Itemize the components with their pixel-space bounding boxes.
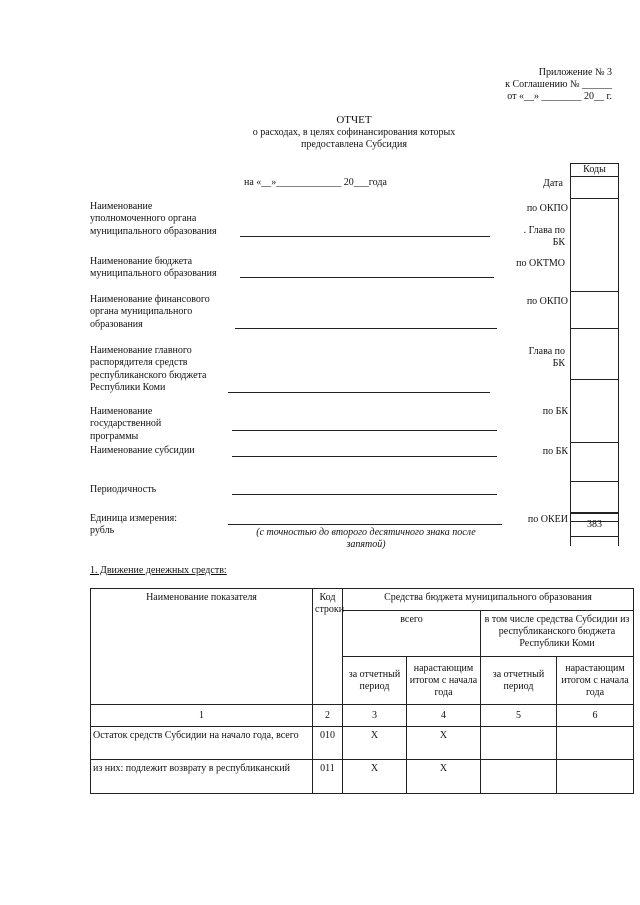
report-subtitle-1: о расходах, в целях софинансирования которых — [252, 127, 456, 138]
okpo-label-2: по ОКПО — [526, 296, 568, 307]
column-number: 2 — [313, 705, 343, 727]
code-cell-bk-program[interactable] — [570, 442, 619, 482]
glava-bk-label-2: Глава по БК — [528, 346, 565, 370]
okei-value: 383 — [570, 513, 619, 537]
header-total: всего — [343, 611, 481, 657]
glava-bk-label-1: . Глава по БК — [523, 225, 565, 249]
header-indicator-name: Наименование показателя — [91, 589, 313, 705]
row-name: Остаток средств Субсидии на начало года, всего — [91, 727, 313, 760]
cell-col-4[interactable]: X — [407, 760, 481, 794]
header-row-code: Код строки — [313, 589, 343, 705]
field-unit-line[interactable] — [228, 524, 502, 525]
header-cumulative-1: нарастающим итогом с начала года — [407, 657, 481, 705]
codes-header: Коды — [570, 163, 619, 177]
field-finance-body-line[interactable] — [235, 328, 497, 329]
report-title: ОТЧЕТ — [336, 114, 372, 126]
field-main-manager-line[interactable] — [228, 392, 490, 393]
oktmo-label: по ОКТМО — [516, 258, 565, 269]
table-row — [91, 760, 634, 794]
header-including-subsidy: в том числе средства Субсидии из республиканского бюджета Республики Коми — [481, 611, 634, 657]
unit-note: (с точностью до второго десятичного знака после запятой) — [256, 527, 476, 551]
date-label: Дата — [543, 178, 563, 189]
column-number: 1 — [91, 705, 313, 727]
report-date-field[interactable]: на «__»_____________ 20___года — [244, 177, 387, 188]
section-1-title: 1. Движение денежных средств: — [90, 565, 227, 576]
code-cell-glava-bk[interactable] — [570, 379, 619, 443]
cell-col-4[interactable]: X — [407, 727, 481, 760]
cell-col-6[interactable] — [557, 727, 634, 760]
field-periodicity-label: Периодичность — [90, 484, 157, 495]
bk-label-program: по БК — [542, 406, 568, 417]
agreement-number: к Соглашению № ______ — [505, 79, 612, 90]
column-numbers-row — [91, 705, 634, 727]
row-name: из них: подлежит возврату в республиканский — [91, 760, 313, 794]
code-cell-oktmo[interactable] — [570, 291, 619, 329]
field-main-manager-label: Наименование главного распорядителя средств республиканского бюджета Республики Коми — [90, 345, 207, 393]
header-municipal-funds: Средства бюджета муниципального образования — [343, 589, 634, 611]
cell-col-5[interactable] — [481, 727, 557, 760]
row-code: 010 — [313, 727, 343, 760]
header-reporting-period-2: за отчетный период — [481, 657, 557, 705]
code-cell-okpo-2[interactable] — [570, 328, 619, 380]
code-cell-date[interactable] — [570, 176, 619, 199]
table-row — [91, 727, 634, 760]
field-authorized-body-label: Наименование уполномоченного органа муниципального образования — [90, 201, 217, 237]
header-cumulative-2: нарастающим итогом с начала года — [557, 657, 634, 705]
column-number: 4 — [407, 705, 481, 727]
field-subsidy-line[interactable] — [232, 456, 497, 457]
cell-col-5[interactable] — [481, 760, 557, 794]
column-number: 3 — [343, 705, 407, 727]
code-cell-okpo-1[interactable] — [570, 198, 619, 292]
field-program-label: Наименование государственной программы — [90, 406, 162, 442]
bk-label-subsidy: по БК — [542, 446, 568, 457]
field-unit-label: Единица измерения: рубль — [90, 513, 177, 537]
field-authorized-body-line[interactable] — [240, 236, 490, 237]
cell-col-3[interactable]: X — [343, 727, 407, 760]
field-periodicity-line[interactable] — [232, 494, 497, 495]
field-finance-body-label: Наименование финансового органа муниципального образования — [90, 294, 210, 330]
cell-col-6[interactable] — [557, 760, 634, 794]
header-reporting-period-1: за отчетный период — [343, 657, 407, 705]
cell-col-3[interactable]: X — [343, 760, 407, 794]
report-subtitle-2: предоставлена Субсидия — [301, 139, 407, 150]
field-budget-line[interactable] — [240, 277, 494, 278]
column-number: 5 — [481, 705, 557, 727]
okpo-label-1: по ОКПО — [526, 203, 568, 214]
money-movement-table — [90, 588, 634, 794]
okei-label: по ОКЕИ — [527, 514, 568, 525]
field-budget-label: Наименование бюджета муниципального образования — [90, 256, 217, 280]
column-number: 6 — [557, 705, 634, 727]
field-program-line[interactable] — [232, 430, 497, 431]
field-subsidy-label: Наименование субсидии — [90, 445, 195, 456]
appendix-number: Приложение № 3 — [538, 67, 612, 78]
row-code: 011 — [313, 760, 343, 794]
agreement-date: от «__» ________ 20__ г. — [507, 91, 612, 102]
